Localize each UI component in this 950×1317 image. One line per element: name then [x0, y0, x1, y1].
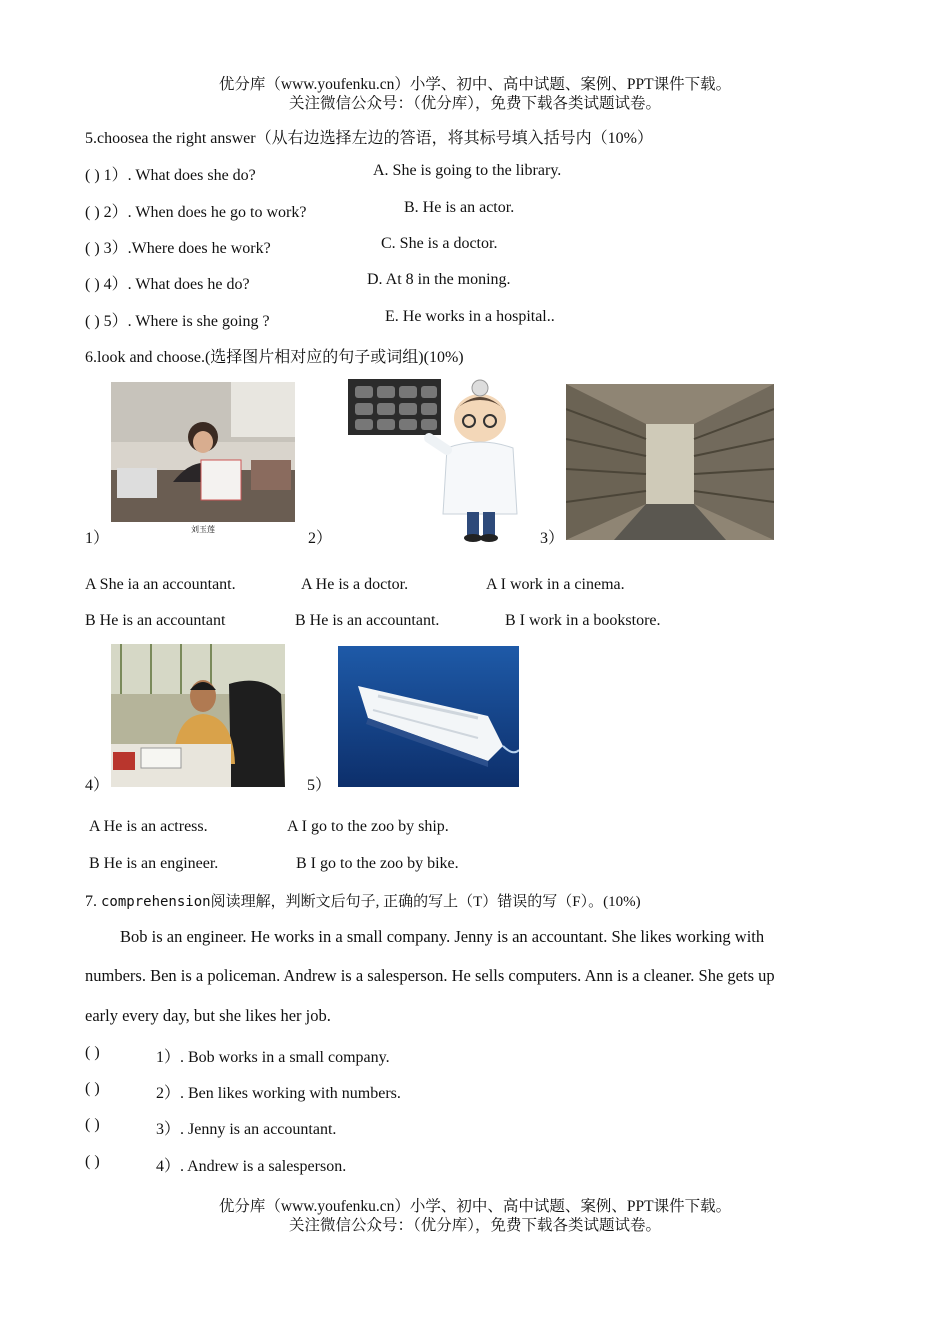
- s5-question-4: ( ) 4）. What does he do?: [85, 276, 250, 293]
- s6-label-5: 5）: [307, 777, 332, 794]
- s6-option-5a: A I go to the zoo by ship.: [287, 818, 449, 835]
- section7-instruction: 阅读理解，判断文后句子, 正确的写上（T）错误的写（F）。(10%): [210, 894, 641, 910]
- footer-line-1: 优分库（www.youfenku.cn）小学、初中、高中试题、案例、PPT课件下载。: [218, 1198, 732, 1215]
- passage-line-1: Bob is an engineer. He works in a small company. Jenny is an accountant. She likes working with: [120, 927, 765, 946]
- photo1-caption: 刘玉莲: [191, 525, 215, 534]
- s5-answer-b: B. He is an actor.: [404, 199, 515, 216]
- s6-option-1b: B He is an accountant: [85, 612, 226, 629]
- s6-label-2: 2）: [308, 530, 333, 547]
- s5-question-5: ( ) 5）. Where is she going ?: [85, 313, 270, 330]
- s6-option-4b: B He is an engineer.: [89, 855, 219, 872]
- footer-line-2: 关注微信公众号：（优分库），免费下载各类试题试卷。: [288, 1217, 661, 1234]
- s5-answer-c: C. She is a doctor.: [381, 235, 498, 252]
- s7-item-4-text: 4）. Andrew is a salesperson.: [156, 1158, 347, 1175]
- s7-item-4-bracket: ( ): [85, 1153, 100, 1170]
- s5-question-3: ( ) 3）.Where does he work?: [85, 240, 271, 257]
- s5-answer-e: E. He works in a hospital..: [385, 308, 555, 325]
- s5-answer-a: A. She is going to the library.: [373, 162, 562, 179]
- passage-line-2: numbers. Ben is a policeman. Andrew is a salesperson. He sells computers. Ann is a cleaner. She gets up: [85, 966, 775, 985]
- s7-item-3-text: 3）. Jenny is an accountant.: [156, 1121, 337, 1138]
- s6-label-1: 1）: [85, 530, 110, 547]
- s6-option-3b: B I work in a bookstore.: [505, 612, 661, 629]
- s5-question-2: ( ) 2）. When does he go to work?: [85, 204, 307, 221]
- section6-title: 6.look and choose.(选择图片相对应的句子或词组)(10%): [85, 349, 464, 366]
- s7-item-2-text: 2）. Ben likes working with numbers.: [156, 1085, 401, 1102]
- s5-question-1: ( ) 1）. What does she do?: [85, 167, 256, 184]
- s6-label-4: 4）: [85, 777, 110, 794]
- s6-option-1a: A She ia an accountant.: [85, 576, 236, 593]
- cartoon-doctor-image: [347, 378, 530, 542]
- photo-library-shelves: [566, 384, 774, 540]
- s6-option-5b: B I go to the zoo by bike.: [296, 855, 459, 872]
- photo-woman-at-desk: [111, 382, 295, 522]
- section5-title: 5.choosea the right answer（从右边选择左边的答语，将其标号填入括号内（10%）: [85, 130, 653, 147]
- section7-number: 7.: [85, 893, 97, 910]
- s6-option-3a: A I work in a cinema.: [486, 576, 625, 593]
- s6-label-3: 3）: [540, 530, 565, 547]
- s6-option-4a: A He is an actress.: [89, 818, 208, 835]
- photo-ship: [338, 646, 519, 787]
- s7-item-1-text: 1）. Bob works in a small company.: [156, 1049, 390, 1066]
- s6-option-2b: B He is an accountant.: [295, 612, 440, 629]
- header-line-1: 优分库（www.youfenku.cn）小学、初中、高中试题、案例、PPT课件下载。: [218, 76, 732, 93]
- section7-title: [85, 890, 641, 911]
- s7-item-2-bracket: ( ): [85, 1080, 100, 1097]
- s7-item-1-bracket: ( ): [85, 1044, 100, 1061]
- s7-item-3-bracket: ( ): [85, 1116, 100, 1133]
- s5-answer-d: D. At 8 in the moning.: [367, 271, 511, 288]
- section7-keyword: comprehension: [101, 894, 211, 910]
- header-line-2: 关注微信公众号：（优分库），免费下载各类试题试卷。: [288, 95, 661, 112]
- photo-man-at-desk: [111, 644, 285, 787]
- passage-line-3: early every day, but she likes her job.: [85, 1006, 331, 1025]
- s6-option-2a: A He is a doctor.: [301, 576, 409, 593]
